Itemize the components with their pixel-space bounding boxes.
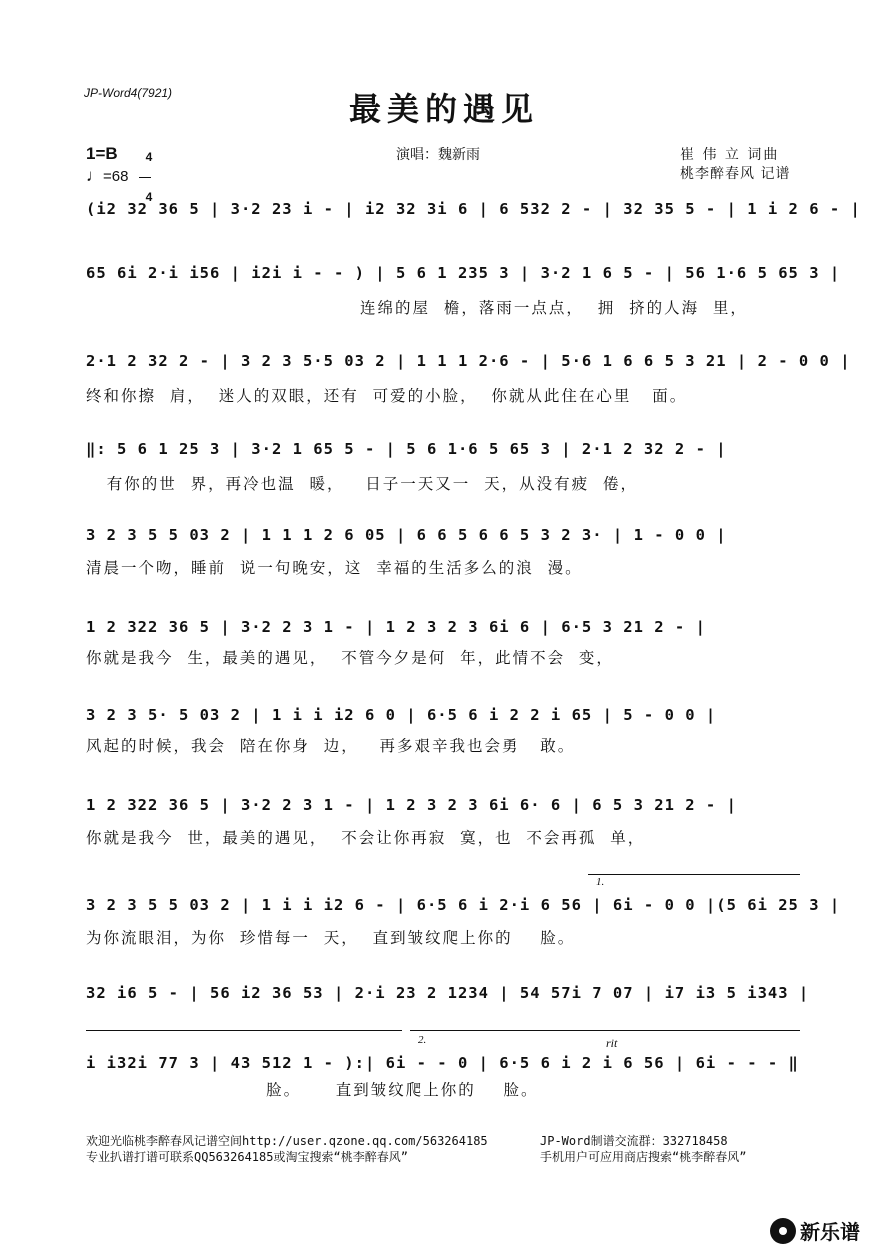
repeat-bracket <box>86 1030 402 1031</box>
time-signature-bar <box>139 177 151 178</box>
score-line-8-notes: 1 2 322 36 5 | 3·2 2 3 1 - | 1 2 3 2 3 6i 6· 6 | 6 5 3 21 2 - | <box>86 796 737 814</box>
score-line-5-lyrics: 清晨一个吻，睡前 说一句晚安，这 幸福的生活多么的浪 漫。 <box>86 559 583 577</box>
first-ending-mark: 1. <box>596 876 605 888</box>
ritardando-mark: rit <box>606 1036 618 1050</box>
quarter-note-icon: ♩ <box>86 166 103 185</box>
second-ending-bracket <box>410 1030 800 1031</box>
footer-website: 欢迎光临桃李醉春风记谱空间http://user.qzone.qq.com/563264185 <box>86 1134 488 1148</box>
score-line-2-lyrics: 连绵的屋 檐，落雨一点点， 拥 挤的人海 里， <box>360 299 748 317</box>
time-signature <box>139 138 151 204</box>
score-line-4-notes: ‖: 5 6 1 25 3 | 3·2 1 65 5 - | 5 6 1·6 5 65 3 | 2·1 2 32 2 - | <box>86 440 727 458</box>
singer-credit: 演唱：魏新雨 <box>396 147 480 163</box>
key-signature: 1=B <box>86 144 118 163</box>
score-line-6-lyrics: 你就是我今 生，最美的遇见， 不管今夕是何 年，此情不会 变， <box>86 649 614 667</box>
score-line-5-notes: 3 2 3 5 5 03 2 | 1 1 1 2 6 05 | 6 6 5 6 6 5 3 2 3· | 1 - 0 0 | <box>86 526 727 544</box>
record-disc-icon <box>770 1218 796 1244</box>
first-ending-bracket <box>588 874 800 875</box>
score-line-10-notes: 32 i6 5 - | 56 i2 36 53 | 2·i 23 2 1234 | 54 57i 7 07 | i7 i3 5 i343 | <box>86 984 810 1002</box>
score-line-2-notes: 65 6i 2·i i56 | i2i i - - ) | 5 6 1 235 3 | 3·2 1 6 5 - | 56 1·6 5 65 3 | <box>86 264 841 282</box>
footer-mobile: 手机用户可应用商店搜索“桃李醉春风” <box>540 1150 747 1164</box>
second-ending-mark: 2. <box>418 1034 427 1046</box>
song-title: 最美的遇见 <box>348 90 539 128</box>
score-line-9-notes: 3 2 3 5 5 03 2 | 1 i i i2 6 - | 6·5 6 i 2·i 6 56 | 6i - 0 0 |(5 6i 25 3 | <box>86 896 841 914</box>
software-tag: JP-Word4(7921) <box>84 86 173 100</box>
tempo-mark <box>86 166 128 186</box>
composer-credit: 崔 伟 立 词曲 <box>680 147 780 163</box>
transcriber-credit: 桃李醉春风 记谱 <box>680 166 791 182</box>
score-line-7-lyrics: 风起的时候，我会 陪在你身 边， 再多艰辛我也会勇 敢。 <box>86 737 576 755</box>
footer-contact: 专业扒谱打谱可联系QQ563264185或淘宝搜索“桃李醉春风” <box>86 1150 408 1164</box>
score-line-4-lyrics: 有你的世 界，再冷也温 暖， 日子一天又一 天，从没有疲 倦， <box>86 475 638 493</box>
brand-logo <box>770 1216 860 1245</box>
footer-group: JP-Word制谱交流群：332718458 <box>540 1134 728 1148</box>
brand-name: 新乐谱 <box>800 1220 860 1244</box>
tempo-value: =68 <box>103 168 129 185</box>
score-line-8-lyrics: 你就是我今 世，最美的遇见， 不会让你再寂 寞，也 不会再孤 单， <box>86 829 646 847</box>
time-signature-top: 4 <box>145 150 153 164</box>
score-line-11-notes: i i32i 77 3 | 43 512 1 - ):| 6i - - 0 | 6·5 6 i 2 i 6 56 | 6i - - - ‖ <box>86 1054 799 1072</box>
score-line-3-notes: 2·1 2 32 2 - | 3 2 3 5·5 03 2 | 1 1 1 2·6 - | 5·6 1 6 6 5 3 21 | 2 - 0 0 | <box>86 352 851 370</box>
score-line-11-lyrics: 脸。 直到皱纹爬上你的 脸。 <box>86 1081 539 1099</box>
score-line-3-lyrics: 终和你擦 肩， 迷人的双眼，还有 可爱的小脸， 你就从此住在心里 面。 <box>86 387 688 405</box>
score-line-7-notes: 3 2 3 5· 5 03 2 | 1 i i i2 6 0 | 6·5 6 i 2 2 i 65 | 5 - 0 0 | <box>86 706 717 724</box>
time-signature-bottom: 4 <box>145 190 153 204</box>
score-line-6-notes: 1 2 322 36 5 | 3·2 2 3 1 - | 1 2 3 2 3 6i 6 | 6·5 3 21 2 - | <box>86 618 706 636</box>
score-line-9-lyrics: 为你流眼泪，为你 珍惜每一 天， 直到皱纹爬上你的 脸。 <box>86 929 576 947</box>
score-line-1-notes: (i2 32 36 5 | 3·2 23 i - | i2 32 3i 6 | 6 532 2 - | 32 35 5 - | 1 i 2 6 - | <box>86 200 861 218</box>
